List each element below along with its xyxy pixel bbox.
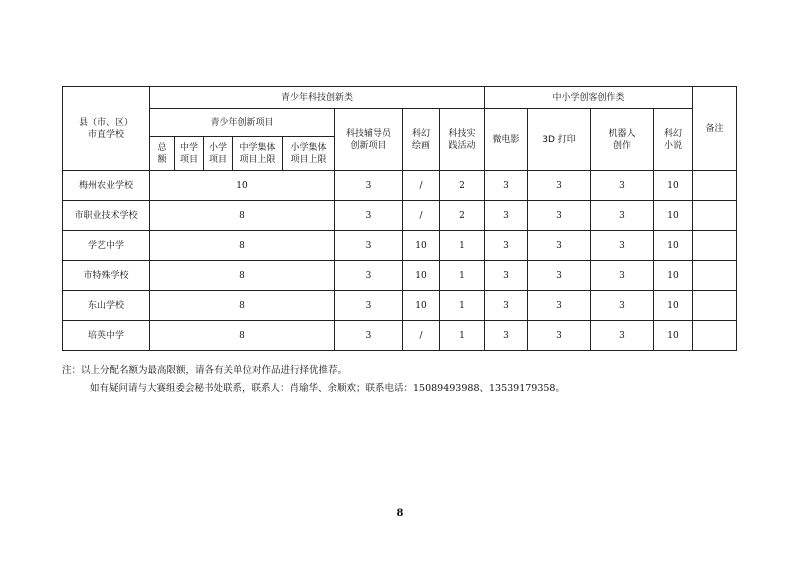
remark-cell — [693, 261, 737, 291]
header-total: 总 额 — [150, 137, 175, 171]
3d-print-quota: 3 — [528, 201, 591, 231]
quota-table — [62, 86, 737, 351]
header-practice: 科技实 践活动 — [440, 109, 485, 171]
header-robot: 机器人 创作 — [591, 109, 654, 171]
robot-quota: 3 — [591, 231, 654, 261]
robot-quota: 3 — [591, 261, 654, 291]
innovation-quota: 8 — [150, 231, 335, 261]
innovation-quota: 8 — [150, 291, 335, 321]
novel-quota: 10 — [654, 321, 693, 351]
header-row-1 — [63, 87, 737, 109]
innovation-quota: 8 — [150, 261, 335, 291]
3d-print-quota: 3 — [528, 261, 591, 291]
page-number: 8 — [396, 508, 404, 519]
school-name: 市特殊学校 — [63, 261, 150, 291]
header-middle: 中学 项目 — [175, 137, 204, 171]
practice-quota: 1 — [440, 291, 485, 321]
painting-quota: 10 — [403, 291, 440, 321]
robot-quota: 3 — [591, 321, 654, 351]
header-row-2 — [63, 109, 737, 137]
tutor-quota: 3 — [335, 321, 403, 351]
school-name: 梅州农业学校 — [63, 171, 150, 201]
header-painting: 科幻 绘画 — [403, 109, 440, 171]
painting-quota: 10 — [403, 231, 440, 261]
practice-quota: 2 — [440, 201, 485, 231]
remark-cell — [693, 291, 737, 321]
tutor-quota: 3 — [335, 201, 403, 231]
header-tutor: 科技辅导员 创新项目 — [335, 109, 403, 171]
tutor-quota: 3 — [335, 171, 403, 201]
header-region: 县（市、区） 市直学校 — [63, 87, 150, 171]
3d-print-quota: 3 — [528, 231, 591, 261]
remark-cell — [693, 321, 737, 351]
tutor-quota: 3 — [335, 291, 403, 321]
header-remark: 备注 — [693, 87, 737, 171]
note-quota-limit: 注：以上分配名额为最高限额，请各有关单位对作品进行择优推荐。 — [62, 365, 348, 376]
micro-film-quota: 3 — [485, 261, 528, 291]
painting-quota: / — [403, 171, 440, 201]
innovation-quota: 10 — [150, 171, 335, 201]
school-name: 学艺中学 — [63, 231, 150, 261]
micro-film-quota: 3 — [485, 231, 528, 261]
innovation-quota: 8 — [150, 321, 335, 351]
header-primary: 小学 项目 — [204, 137, 233, 171]
header-scifi-novel: 科幻 小说 — [654, 109, 693, 171]
practice-quota: 1 — [440, 261, 485, 291]
tutor-quota: 3 — [335, 231, 403, 261]
table-row — [63, 261, 737, 291]
painting-quota: / — [403, 321, 440, 351]
header-3d-print: 3D 打印 — [528, 109, 591, 171]
school-name: 培英中学 — [63, 321, 150, 351]
practice-quota: 1 — [440, 321, 485, 351]
micro-film-quota: 3 — [485, 321, 528, 351]
micro-film-quota: 3 — [485, 201, 528, 231]
remark-cell — [693, 231, 737, 261]
remark-cell — [693, 171, 737, 201]
tutor-quota: 3 — [335, 261, 403, 291]
novel-quota: 10 — [654, 171, 693, 201]
micro-film-quota: 3 — [485, 171, 528, 201]
3d-print-quota: 3 — [528, 321, 591, 351]
robot-quota: 3 — [591, 291, 654, 321]
school-name: 市职业技术学校 — [63, 201, 150, 231]
painting-quota: / — [403, 201, 440, 231]
remark-cell — [693, 201, 737, 231]
innovation-quota: 8 — [150, 201, 335, 231]
novel-quota: 10 — [654, 231, 693, 261]
novel-quota: 10 — [654, 291, 693, 321]
header-group-youth: 青少年科技创新类 — [150, 87, 485, 109]
table-row — [63, 321, 737, 351]
micro-film-quota: 3 — [485, 291, 528, 321]
table-row — [63, 171, 737, 201]
novel-quota: 10 — [654, 201, 693, 231]
header-group-maker: 中小学创客创作类 — [485, 87, 693, 109]
school-name: 东山学校 — [63, 291, 150, 321]
practice-quota: 2 — [440, 171, 485, 201]
painting-quota: 10 — [403, 261, 440, 291]
novel-quota: 10 — [654, 261, 693, 291]
robot-quota: 3 — [591, 171, 654, 201]
header-micro-film: 微电影 — [485, 109, 528, 171]
header-primary-group: 小学集体 项目上限 — [283, 137, 335, 171]
3d-print-quota: 3 — [528, 291, 591, 321]
table-row — [63, 201, 737, 231]
3d-print-quota: 3 — [528, 171, 591, 201]
robot-quota: 3 — [591, 201, 654, 231]
note-contact-info: 如有疑问请与大赛组委会秘书处联系，联系人：肖瑜华、余顺欢；联系电话：15089493988、13539179358。 — [90, 383, 565, 394]
header-middle-group: 中学集体 项目上限 — [233, 137, 283, 171]
table-row — [63, 231, 737, 261]
table-row — [63, 291, 737, 321]
header-innovation-projects: 青少年创新项目 — [150, 109, 335, 137]
practice-quota: 1 — [440, 231, 485, 261]
